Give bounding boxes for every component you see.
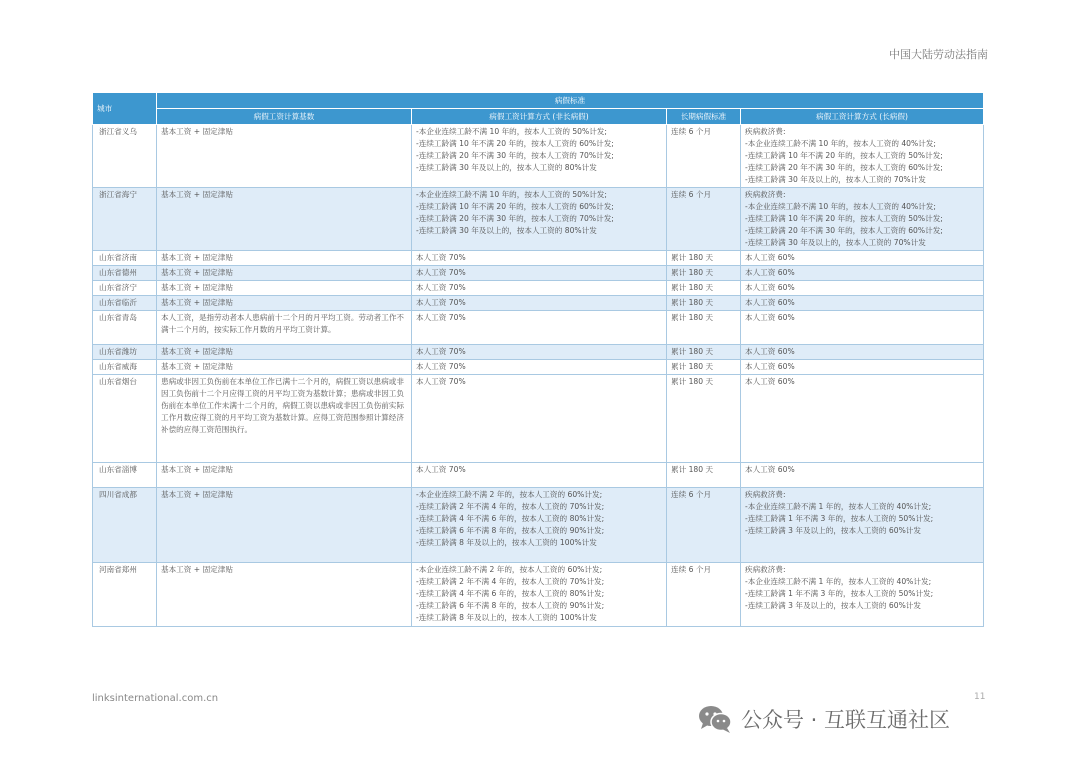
watermark-text: 公众号 · 互联互通社区 [741, 708, 951, 732]
wechat-watermark [697, 704, 950, 734]
short-leave-method-header: 病假工资计算方式 (非长病假) [412, 109, 667, 125]
long-leave-standard-cell: 累计 180 天 [667, 345, 741, 360]
city-cell: 河南省郑州 [93, 563, 157, 627]
method-line: 疾病救济费: [745, 490, 786, 499]
method-line: 本人工资 60% [745, 362, 795, 371]
method-line: -连续工龄满 30 年及以上的，按本人工资的 70%计发 [745, 238, 926, 247]
table-row [93, 281, 984, 296]
method-line: 本人工资 70% [416, 465, 466, 474]
city-cell: 山东省青岛 [93, 311, 157, 345]
table-row [93, 125, 984, 188]
wage-base-cell: 基本工资 + 固定津贴 [157, 281, 412, 296]
long-leave-standard-cell: 累计 180 天 [667, 251, 741, 266]
city-cell: 山东省临沂 [93, 296, 157, 311]
method-line: -本企业连续工龄不满 2 年的，按本人工资的 60%计发; [416, 490, 603, 499]
long-leave-method-cell [741, 463, 984, 488]
method-line: 疾病救济费: [745, 190, 786, 199]
method-line: -本企业连续工龄不满 10 年的，按本人工资的 40%计发; [745, 139, 936, 148]
method-line: 本人工资 70% [416, 347, 466, 356]
city-cell: 山东省济宁 [93, 281, 157, 296]
long-leave-standard-cell: 累计 180 天 [667, 296, 741, 311]
short-leave-method-cell [412, 375, 667, 463]
method-line: -连续工龄满 10 年不满 20 年的，按本人工资的 60%计发; [416, 202, 614, 211]
long-leave-standard-cell: 连续 6 个月 [667, 188, 741, 251]
table-row [93, 345, 984, 360]
method-line: -连续工龄满 30 年及以上的，按本人工资的 80%计发 [416, 226, 597, 235]
table-row [93, 188, 984, 251]
short-leave-method-cell [412, 125, 667, 188]
long-leave-method-cell [741, 266, 984, 281]
method-line: 本人工资 60% [745, 268, 795, 277]
table-row [93, 266, 984, 281]
method-line: -连续工龄满 4 年不满 6 年的，按本人工资的 80%计发; [416, 514, 605, 523]
method-line: -连续工龄满 20 年不满 30 年的，按本人工资的 70%计发; [416, 214, 614, 223]
method-line: -连续工龄满 10 年不满 20 年的，按本人工资的 50%计发; [745, 151, 943, 160]
short-leave-method-cell [412, 266, 667, 281]
wage-base-cell: 基本工资 + 固定津贴 [157, 266, 412, 281]
long-leave-method-cell [741, 251, 984, 266]
table-row [93, 375, 984, 463]
method-line: 本人工资 60% [745, 253, 795, 262]
method-line: 本人工资 70% [416, 313, 466, 322]
table-row [93, 251, 984, 266]
city-cell: 山东省淄博 [93, 463, 157, 488]
long-leave-standard-cell: 连续 6 个月 [667, 488, 741, 563]
method-line: -连续工龄满 30 年及以上的，按本人工资的 80%计发 [416, 163, 597, 172]
city-cell: 山东省威海 [93, 360, 157, 375]
method-line: -连续工龄满 10 年不满 20 年的，按本人工资的 60%计发; [416, 139, 614, 148]
method-line: -本企业连续工龄不满 1 年的，按本人工资的 40%计发; [745, 577, 932, 586]
city-cell: 四川省成都 [93, 488, 157, 563]
city-cell: 山东省潍坊 [93, 345, 157, 360]
short-leave-method-cell [412, 360, 667, 375]
short-leave-method-cell [412, 463, 667, 488]
method-line: 疾病救济费: [745, 127, 786, 136]
method-line: -连续工龄满 6 年不满 8 年的，按本人工资的 90%计发; [416, 601, 605, 610]
method-line: -连续工龄满 8 年及以上的，按本人工资的 100%计发 [416, 613, 597, 622]
long-leave-method-cell [741, 360, 984, 375]
method-line: 本人工资 60% [745, 465, 795, 474]
method-line: 本人工资 70% [416, 377, 466, 386]
long-leave-standard-cell: 连续 6 个月 [667, 125, 741, 188]
method-line: -本企业连续工龄不满 10 年的，按本人工资的 50%计发; [416, 190, 607, 199]
long-leave-method-cell [741, 345, 984, 360]
short-leave-method-cell [412, 188, 667, 251]
wage-base-cell: 基本工资 + 固定津贴 [157, 251, 412, 266]
long-leave-standard-header: 长期病假标准 [667, 109, 741, 125]
short-leave-method-cell [412, 281, 667, 296]
method-line: -连续工龄满 2 年不满 4 年的，按本人工资的 70%计发; [416, 502, 605, 511]
method-line: 本人工资 60% [745, 347, 795, 356]
method-line: -连续工龄满 30 年及以上的，按本人工资的 70%计发 [745, 175, 926, 184]
method-line: -本企业连续工龄不满 2 年的，按本人工资的 60%计发; [416, 565, 603, 574]
long-leave-standard-cell: 累计 180 天 [667, 360, 741, 375]
wage-base-header: 病假工资计算基数 [157, 109, 412, 125]
city-cell: 山东省德州 [93, 266, 157, 281]
sick-leave-table [92, 92, 984, 627]
method-line: 本人工资 70% [416, 268, 466, 277]
method-line: -本企业连续工龄不满 10 年的，按本人工资的 40%计发; [745, 202, 936, 211]
wage-base-cell: 基本工资 + 固定津贴 [157, 125, 412, 188]
long-leave-method-cell [741, 488, 984, 563]
long-leave-method-cell [741, 188, 984, 251]
method-line: -连续工龄满 20 年不满 30 年的，按本人工资的 60%计发; [745, 226, 943, 235]
short-leave-method-cell [412, 563, 667, 627]
long-leave-standard-cell: 累计 180 天 [667, 375, 741, 463]
long-leave-standard-cell: 累计 180 天 [667, 311, 741, 345]
city-column-header: 城市 [93, 93, 157, 125]
method-line: -连续工龄满 20 年不满 30 年的，按本人工资的 60%计发; [745, 163, 943, 172]
method-line: 本人工资 60% [745, 377, 795, 386]
wage-base-cell: 基本工资 + 固定津贴 [157, 360, 412, 375]
table-row [93, 563, 984, 627]
long-leave-standard-cell: 连续 6 个月 [667, 563, 741, 627]
short-leave-method-cell [412, 488, 667, 563]
wage-base-cell: 本人工资，是指劳动者本人患病前十二个月的月平均工资。劳动者工作不满十二个月的，按实际工作月数的月平均工资计算。 [157, 311, 412, 345]
city-cell: 浙江省义乌 [93, 125, 157, 188]
long-leave-method-cell [741, 375, 984, 463]
long-leave-standard-cell: 累计 180 天 [667, 463, 741, 488]
long-leave-method-cell [741, 281, 984, 296]
long-leave-method-cell [741, 125, 984, 188]
long-leave-method-cell [741, 563, 984, 627]
method-line: -连续工龄满 2 年不满 4 年的，按本人工资的 70%计发; [416, 577, 605, 586]
method-line: 疾病救济费: [745, 565, 786, 574]
method-line: -连续工龄满 3 年及以上的，按本人工资的 60%计发 [745, 601, 921, 610]
page-number: 11 [974, 692, 986, 702]
city-cell: 山东省烟台 [93, 375, 157, 463]
wage-base-cell: 基本工资 + 固定津贴 [157, 463, 412, 488]
table-row [93, 311, 984, 345]
method-line: -本企业连续工龄不满 1 年的，按本人工资的 40%计发; [745, 502, 932, 511]
wage-base-cell: 基本工资 + 固定津贴 [157, 188, 412, 251]
method-line: 本人工资 70% [416, 283, 466, 292]
long-leave-method-cell [741, 311, 984, 345]
method-line: 本人工资 70% [416, 298, 466, 307]
method-line: -连续工龄满 4 年不满 6 年的，按本人工资的 80%计发; [416, 589, 605, 598]
short-leave-method-cell [412, 251, 667, 266]
method-line: -本企业连续工龄不满 10 年的，按本人工资的 50%计发; [416, 127, 607, 136]
method-line: -连续工龄满 3 年及以上的，按本人工资的 60%计发 [745, 526, 921, 535]
method-line: -连续工龄满 6 年不满 8 年的，按本人工资的 90%计发; [416, 526, 605, 535]
short-leave-method-cell [412, 345, 667, 360]
method-line: -连续工龄满 8 年及以上的，按本人工资的 100%计发 [416, 538, 597, 547]
method-line: -连续工龄满 20 年不满 30 年的，按本人工资的 70%计发; [416, 151, 614, 160]
city-cell: 山东省济南 [93, 251, 157, 266]
method-line: 本人工资 70% [416, 253, 466, 262]
page-header-title: 中国大陆劳动法指南 [889, 48, 988, 61]
table-row [93, 360, 984, 375]
wage-base-cell: 患病或非因工负伤前在本单位工作已满十二个月的，病假工资以患病或非因工负伤前十二个月应得工资的月平均工资为基数计算；患病或非因工负伤前在本单位工作未满十二个月的，病假工资以患病或非因工负伤前实际工作月数应得工资的月平均工资为基数计算。应得工资范围参照计算经济补偿的应得工资范围执行。 [157, 375, 412, 463]
sick-leave-standard-header: 病假标准 [157, 93, 984, 109]
wage-base-cell: 基本工资 + 固定津贴 [157, 345, 412, 360]
wechat-icon [697, 704, 733, 734]
long-leave-standard-cell: 累计 180 天 [667, 281, 741, 296]
method-line: 本人工资 60% [745, 313, 795, 322]
method-line: -连续工龄满 1 年不满 3 年的，按本人工资的 50%计发; [745, 514, 934, 523]
long-leave-standard-cell: 累计 180 天 [667, 266, 741, 281]
long-leave-method-cell [741, 296, 984, 311]
wage-base-cell: 基本工资 + 固定津贴 [157, 488, 412, 563]
long-leave-method-header: 病假工资计算方式 (长病假) [741, 109, 984, 125]
table-row [93, 463, 984, 488]
method-line: 本人工资 60% [745, 283, 795, 292]
method-line: 本人工资 60% [745, 298, 795, 307]
short-leave-method-cell [412, 311, 667, 345]
footer-url: linksinternational.com.cn [92, 693, 219, 704]
method-line: -连续工龄满 10 年不满 20 年的，按本人工资的 50%计发; [745, 214, 943, 223]
wage-base-cell: 基本工资 + 固定津贴 [157, 563, 412, 627]
method-line: -连续工龄满 1 年不满 3 年的，按本人工资的 50%计发; [745, 589, 934, 598]
wage-base-cell: 基本工资 + 固定津贴 [157, 296, 412, 311]
city-cell: 浙江省海宁 [93, 188, 157, 251]
method-line: 本人工资 70% [416, 362, 466, 371]
table-row [93, 296, 984, 311]
short-leave-method-cell [412, 296, 667, 311]
table-row [93, 488, 984, 563]
